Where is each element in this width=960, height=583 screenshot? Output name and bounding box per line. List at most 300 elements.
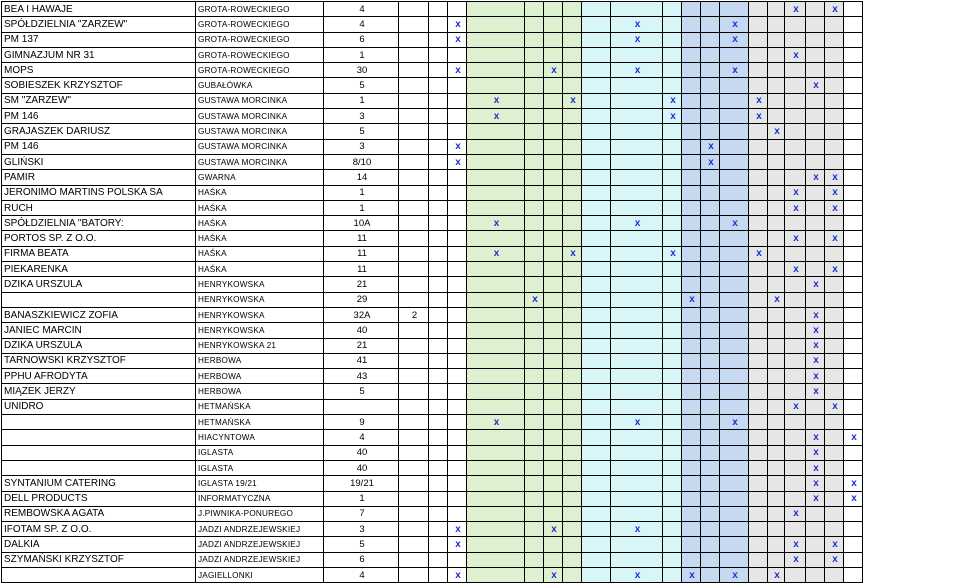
schedule-cell[interactable]: [663, 124, 682, 139]
schedule-cell[interactable]: [682, 307, 701, 322]
schedule-cell[interactable]: [768, 170, 785, 185]
schedule-cell[interactable]: [806, 200, 825, 215]
schedule-cell[interactable]: [749, 552, 768, 567]
schedule-cell[interactable]: [806, 185, 825, 200]
schedule-cell[interactable]: [749, 476, 768, 491]
house-number-cell[interactable]: 11: [324, 231, 399, 246]
schedule-cell[interactable]: [720, 476, 749, 491]
schedule-cell[interactable]: [448, 369, 467, 384]
schedule-cell[interactable]: [785, 277, 806, 292]
schedule-cell[interactable]: [525, 78, 544, 93]
schedule-cell[interactable]: [768, 537, 785, 552]
schedule-cell[interactable]: [806, 17, 825, 32]
schedule-mark[interactable]: x: [611, 32, 663, 47]
schedule-cell[interactable]: [467, 277, 525, 292]
schedule-cell[interactable]: [825, 369, 844, 384]
street-cell[interactable]: J.PIWNIKA-PONUREGO: [196, 506, 324, 521]
street-cell[interactable]: HENRYKOWSKA 21: [196, 338, 324, 353]
schedule-cell[interactable]: [682, 78, 701, 93]
schedule-cell[interactable]: [825, 307, 844, 322]
schedule-cell[interactable]: [544, 307, 563, 322]
schedule-cell[interactable]: [844, 47, 863, 62]
schedule-cell[interactable]: [611, 93, 663, 108]
extra-value-cell[interactable]: [399, 369, 429, 384]
schedule-cell[interactable]: [682, 552, 701, 567]
schedule-cell[interactable]: [544, 124, 563, 139]
client-name-cell[interactable]: SZYMAŃSKI KRZYSZTOF: [2, 552, 196, 567]
schedule-cell[interactable]: [429, 537, 448, 552]
schedule-cell[interactable]: [720, 491, 749, 506]
schedule-cell[interactable]: [701, 292, 720, 307]
schedule-mark[interactable]: x: [663, 93, 682, 108]
schedule-cell[interactable]: [844, 323, 863, 338]
schedule-mark[interactable]: x: [467, 109, 525, 124]
schedule-cell[interactable]: [785, 491, 806, 506]
schedule-cell[interactable]: [563, 491, 582, 506]
schedule-cell[interactable]: [525, 506, 544, 521]
schedule-cell[interactable]: [785, 323, 806, 338]
house-number-cell[interactable]: 4: [324, 430, 399, 445]
house-number-cell[interactable]: 1: [324, 491, 399, 506]
schedule-cell[interactable]: [682, 384, 701, 399]
schedule-cell[interactable]: [582, 185, 611, 200]
schedule-cell[interactable]: [785, 216, 806, 231]
schedule-cell[interactable]: [701, 537, 720, 552]
schedule-cell[interactable]: [844, 522, 863, 537]
extra-value-cell[interactable]: [399, 476, 429, 491]
schedule-cell[interactable]: [582, 216, 611, 231]
schedule-cell[interactable]: [563, 216, 582, 231]
schedule-cell[interactable]: [563, 399, 582, 414]
schedule-cell[interactable]: [701, 109, 720, 124]
schedule-cell[interactable]: [749, 154, 768, 169]
client-name-cell[interactable]: JERONIMO MARTINS POLSKA SA: [2, 185, 196, 200]
schedule-cell[interactable]: [844, 567, 863, 582]
schedule-cell[interactable]: [525, 353, 544, 368]
schedule-cell[interactable]: [768, 338, 785, 353]
schedule-cell[interactable]: [429, 460, 448, 475]
schedule-cell[interactable]: [682, 2, 701, 17]
schedule-mark[interactable]: x: [720, 32, 749, 47]
schedule-cell[interactable]: [611, 399, 663, 414]
schedule-cell[interactable]: [429, 246, 448, 261]
schedule-cell[interactable]: [663, 307, 682, 322]
schedule-cell[interactable]: [720, 460, 749, 475]
extra-value-cell[interactable]: [399, 262, 429, 277]
schedule-cell[interactable]: [825, 460, 844, 475]
schedule-cell[interactable]: [525, 231, 544, 246]
schedule-cell[interactable]: [448, 2, 467, 17]
schedule-cell[interactable]: [582, 384, 611, 399]
schedule-cell[interactable]: [563, 552, 582, 567]
schedule-cell[interactable]: [429, 445, 448, 460]
schedule-cell[interactable]: [749, 185, 768, 200]
schedule-cell[interactable]: [611, 109, 663, 124]
schedule-mark[interactable]: x: [785, 262, 806, 277]
schedule-mark[interactable]: x: [825, 262, 844, 277]
schedule-cell[interactable]: [525, 307, 544, 322]
schedule-cell[interactable]: [663, 338, 682, 353]
client-name-cell[interactable]: SPÓŁDZIELNIA "BATORY:: [2, 216, 196, 231]
client-name-cell[interactable]: JANIEC MARCIN: [2, 323, 196, 338]
schedule-cell[interactable]: [563, 369, 582, 384]
schedule-cell[interactable]: [682, 139, 701, 154]
schedule-cell[interactable]: [525, 262, 544, 277]
client-name-cell[interactable]: PPHU AFRODYTA: [2, 369, 196, 384]
schedule-cell[interactable]: [544, 17, 563, 32]
schedule-cell[interactable]: [663, 415, 682, 430]
schedule-cell[interactable]: [768, 63, 785, 78]
schedule-cell[interactable]: [768, 415, 785, 430]
schedule-cell[interactable]: [701, 415, 720, 430]
schedule-cell[interactable]: [701, 231, 720, 246]
schedule-cell[interactable]: [429, 139, 448, 154]
schedule-cell[interactable]: [682, 109, 701, 124]
schedule-cell[interactable]: [563, 445, 582, 460]
schedule-cell[interactable]: [582, 445, 611, 460]
schedule-cell[interactable]: [582, 353, 611, 368]
schedule-cell[interactable]: [429, 231, 448, 246]
schedule-cell[interactable]: [768, 32, 785, 47]
schedule-cell[interactable]: [448, 323, 467, 338]
schedule-mark[interactable]: x: [825, 537, 844, 552]
house-number-cell[interactable]: 1: [324, 47, 399, 62]
house-number-cell[interactable]: 3: [324, 522, 399, 537]
schedule-cell[interactable]: [785, 338, 806, 353]
schedule-cell[interactable]: [467, 154, 525, 169]
street-cell[interactable]: HAŚKA: [196, 200, 324, 215]
extra-value-cell[interactable]: [399, 124, 429, 139]
schedule-cell[interactable]: [720, 445, 749, 460]
client-name-cell[interactable]: IFOTAM SP. Z O.O.: [2, 522, 196, 537]
schedule-cell[interactable]: [582, 200, 611, 215]
schedule-cell[interactable]: [806, 124, 825, 139]
schedule-cell[interactable]: [768, 246, 785, 261]
schedule-cell[interactable]: [467, 262, 525, 277]
schedule-cell[interactable]: [563, 506, 582, 521]
schedule-cell[interactable]: [825, 491, 844, 506]
schedule-cell[interactable]: [682, 369, 701, 384]
schedule-cell[interactable]: [682, 216, 701, 231]
client-name-cell[interactable]: [2, 292, 196, 307]
house-number-cell[interactable]: 40: [324, 445, 399, 460]
schedule-cell[interactable]: [611, 460, 663, 475]
schedule-cell[interactable]: [525, 399, 544, 414]
house-number-cell[interactable]: 9: [324, 415, 399, 430]
schedule-cell[interactable]: [544, 415, 563, 430]
schedule-cell[interactable]: [701, 246, 720, 261]
extra-value-cell[interactable]: [399, 2, 429, 17]
schedule-cell[interactable]: [663, 292, 682, 307]
schedule-cell[interactable]: [785, 445, 806, 460]
client-name-cell[interactable]: RUCH: [2, 200, 196, 215]
client-name-cell[interactable]: SYNTANIUM CATERING: [2, 476, 196, 491]
schedule-cell[interactable]: [749, 139, 768, 154]
extra-value-cell[interactable]: [399, 200, 429, 215]
schedule-cell[interactable]: [720, 338, 749, 353]
house-number-cell[interactable]: 10A: [324, 216, 399, 231]
schedule-cell[interactable]: [429, 200, 448, 215]
schedule-cell[interactable]: [682, 430, 701, 445]
schedule-cell[interactable]: [544, 246, 563, 261]
schedule-cell[interactable]: [611, 231, 663, 246]
schedule-mark[interactable]: x: [720, 415, 749, 430]
schedule-cell[interactable]: [844, 216, 863, 231]
schedule-mark[interactable]: x: [806, 445, 825, 460]
schedule-cell[interactable]: [749, 353, 768, 368]
house-number-cell[interactable]: 21: [324, 338, 399, 353]
street-cell[interactable]: GROTA-ROWECKIEGO: [196, 2, 324, 17]
house-number-cell[interactable]: 4: [324, 17, 399, 32]
schedule-cell[interactable]: [701, 63, 720, 78]
schedule-cell[interactable]: [525, 139, 544, 154]
client-name-cell[interactable]: SOBIESZEK KRZYSZTOF: [2, 78, 196, 93]
schedule-mark[interactable]: x: [785, 537, 806, 552]
schedule-cell[interactable]: [663, 216, 682, 231]
schedule-mark[interactable]: x: [611, 567, 663, 582]
client-name-cell[interactable]: PM 146: [2, 109, 196, 124]
schedule-cell[interactable]: [825, 216, 844, 231]
schedule-cell[interactable]: [582, 552, 611, 567]
schedule-cell[interactable]: [611, 552, 663, 567]
schedule-cell[interactable]: [785, 17, 806, 32]
schedule-cell[interactable]: [768, 460, 785, 475]
schedule-cell[interactable]: [682, 460, 701, 475]
schedule-cell[interactable]: [749, 384, 768, 399]
street-cell[interactable]: JAGIELLONKI: [196, 567, 324, 582]
house-number-cell[interactable]: 41: [324, 353, 399, 368]
schedule-cell[interactable]: [785, 415, 806, 430]
schedule-cell[interactable]: [448, 200, 467, 215]
street-cell[interactable]: GROTA-ROWECKIEGO: [196, 32, 324, 47]
schedule-cell[interactable]: [563, 415, 582, 430]
schedule-cell[interactable]: [467, 552, 525, 567]
extra-value-cell[interactable]: [399, 292, 429, 307]
schedule-cell[interactable]: [525, 384, 544, 399]
schedule-cell[interactable]: [467, 231, 525, 246]
extra-value-cell[interactable]: [399, 63, 429, 78]
schedule-cell[interactable]: [429, 32, 448, 47]
schedule-cell[interactable]: [844, 200, 863, 215]
schedule-cell[interactable]: [544, 323, 563, 338]
schedule-cell[interactable]: [582, 154, 611, 169]
schedule-cell[interactable]: [429, 307, 448, 322]
schedule-cell[interactable]: [720, 139, 749, 154]
schedule-cell[interactable]: [844, 246, 863, 261]
schedule-mark[interactable]: x: [825, 185, 844, 200]
extra-value-cell[interactable]: [399, 384, 429, 399]
schedule-cell[interactable]: [785, 384, 806, 399]
schedule-mark[interactable]: x: [785, 47, 806, 62]
schedule-cell[interactable]: [768, 384, 785, 399]
schedule-cell[interactable]: [749, 17, 768, 32]
schedule-mark[interactable]: x: [768, 567, 785, 582]
schedule-cell[interactable]: [682, 231, 701, 246]
client-name-cell[interactable]: GIMNAZJUM NR 31: [2, 47, 196, 62]
schedule-cell[interactable]: [749, 231, 768, 246]
schedule-mark[interactable]: x: [768, 124, 785, 139]
schedule-cell[interactable]: [806, 506, 825, 521]
schedule-cell[interactable]: [544, 491, 563, 506]
schedule-cell[interactable]: [806, 216, 825, 231]
schedule-cell[interactable]: [701, 262, 720, 277]
house-number-cell[interactable]: 5: [324, 384, 399, 399]
schedule-cell[interactable]: [544, 292, 563, 307]
street-cell[interactable]: GWARNA: [196, 170, 324, 185]
schedule-cell[interactable]: [663, 63, 682, 78]
schedule-cell[interactable]: [563, 200, 582, 215]
schedule-cell[interactable]: [663, 32, 682, 47]
street-cell[interactable]: HERBOWA: [196, 384, 324, 399]
schedule-cell[interactable]: [682, 93, 701, 108]
schedule-cell[interactable]: [544, 2, 563, 17]
schedule-cell[interactable]: [663, 384, 682, 399]
schedule-cell[interactable]: [525, 445, 544, 460]
schedule-cell[interactable]: [611, 78, 663, 93]
schedule-cell[interactable]: [563, 154, 582, 169]
schedule-cell[interactable]: [563, 338, 582, 353]
schedule-cell[interactable]: [467, 200, 525, 215]
schedule-cell[interactable]: [663, 353, 682, 368]
schedule-mark[interactable]: x: [544, 522, 563, 537]
schedule-cell[interactable]: [544, 78, 563, 93]
schedule-cell[interactable]: [749, 445, 768, 460]
schedule-cell[interactable]: [544, 506, 563, 521]
street-cell[interactable]: HENRYKOWSKA: [196, 323, 324, 338]
schedule-cell[interactable]: [544, 32, 563, 47]
schedule-cell[interactable]: [806, 537, 825, 552]
schedule-cell[interactable]: [467, 63, 525, 78]
schedule-cell[interactable]: [768, 369, 785, 384]
street-cell[interactable]: HIACYNTOWA: [196, 430, 324, 445]
schedule-cell[interactable]: [467, 292, 525, 307]
schedule-cell[interactable]: [825, 323, 844, 338]
schedule-cell[interactable]: [749, 63, 768, 78]
schedule-cell[interactable]: [825, 277, 844, 292]
schedule-mark[interactable]: x: [806, 277, 825, 292]
client-name-cell[interactable]: PIEKARENKA: [2, 262, 196, 277]
schedule-cell[interactable]: [825, 93, 844, 108]
schedule-cell[interactable]: [663, 491, 682, 506]
schedule-cell[interactable]: [611, 277, 663, 292]
schedule-cell[interactable]: [429, 277, 448, 292]
schedule-cell[interactable]: [582, 415, 611, 430]
schedule-cell[interactable]: [525, 2, 544, 17]
schedule-cell[interactable]: [806, 262, 825, 277]
schedule-cell[interactable]: [682, 415, 701, 430]
schedule-cell[interactable]: [429, 2, 448, 17]
extra-value-cell[interactable]: [399, 185, 429, 200]
schedule-cell[interactable]: [701, 78, 720, 93]
schedule-cell[interactable]: [701, 185, 720, 200]
house-number-cell[interactable]: 6: [324, 32, 399, 47]
schedule-cell[interactable]: [582, 323, 611, 338]
street-cell[interactable]: GROTA-ROWECKIEGO: [196, 17, 324, 32]
schedule-cell[interactable]: [701, 399, 720, 414]
schedule-cell[interactable]: [448, 476, 467, 491]
schedule-cell[interactable]: [701, 200, 720, 215]
schedule-cell[interactable]: [429, 216, 448, 231]
schedule-cell[interactable]: [611, 154, 663, 169]
schedule-mark[interactable]: x: [785, 231, 806, 246]
schedule-cell[interactable]: [785, 292, 806, 307]
house-number-cell[interactable]: 7: [324, 506, 399, 521]
client-name-cell[interactable]: GLIŃSKI: [2, 154, 196, 169]
schedule-cell[interactable]: [768, 2, 785, 17]
schedule-cell[interactable]: [682, 522, 701, 537]
schedule-cell[interactable]: [663, 369, 682, 384]
street-cell[interactable]: IGLASTA: [196, 460, 324, 475]
schedule-cell[interactable]: [768, 216, 785, 231]
schedule-mark[interactable]: x: [806, 476, 825, 491]
schedule-cell[interactable]: [720, 170, 749, 185]
schedule-mark[interactable]: x: [448, 567, 467, 582]
schedule-mark[interactable]: x: [806, 384, 825, 399]
house-number-cell[interactable]: [324, 399, 399, 414]
client-name-cell[interactable]: DZIKA URSZULA: [2, 277, 196, 292]
schedule-cell[interactable]: [448, 47, 467, 62]
client-name-cell[interactable]: DELL PRODUCTS: [2, 491, 196, 506]
schedule-cell[interactable]: [749, 124, 768, 139]
street-cell[interactable]: GUSTAWA MORCINKA: [196, 93, 324, 108]
schedule-cell[interactable]: [544, 109, 563, 124]
schedule-cell[interactable]: [663, 78, 682, 93]
schedule-cell[interactable]: [611, 353, 663, 368]
house-number-cell[interactable]: 5: [324, 537, 399, 552]
schedule-cell[interactable]: [682, 124, 701, 139]
schedule-mark[interactable]: x: [720, 63, 749, 78]
client-name-cell[interactable]: FIRMA BEATA: [2, 246, 196, 261]
schedule-cell[interactable]: [663, 154, 682, 169]
schedule-mark[interactable]: x: [448, 139, 467, 154]
schedule-cell[interactable]: [844, 170, 863, 185]
schedule-cell[interactable]: [544, 369, 563, 384]
schedule-cell[interactable]: [768, 552, 785, 567]
house-number-cell[interactable]: 3: [324, 139, 399, 154]
schedule-cell[interactable]: [448, 93, 467, 108]
schedule-cell[interactable]: [467, 32, 525, 47]
schedule-cell[interactable]: [582, 506, 611, 521]
schedule-cell[interactable]: [448, 460, 467, 475]
schedule-cell[interactable]: [544, 139, 563, 154]
schedule-cell[interactable]: [682, 32, 701, 47]
schedule-cell[interactable]: [525, 185, 544, 200]
schedule-cell[interactable]: [701, 338, 720, 353]
schedule-mark[interactable]: x: [844, 476, 863, 491]
schedule-cell[interactable]: [701, 476, 720, 491]
schedule-cell[interactable]: [682, 170, 701, 185]
schedule-cell[interactable]: [663, 476, 682, 491]
schedule-cell[interactable]: [785, 139, 806, 154]
schedule-cell[interactable]: [682, 47, 701, 62]
schedule-cell[interactable]: [720, 185, 749, 200]
schedule-cell[interactable]: [663, 17, 682, 32]
schedule-cell[interactable]: [749, 292, 768, 307]
schedule-cell[interactable]: [663, 185, 682, 200]
schedule-mark[interactable]: x: [682, 567, 701, 582]
schedule-cell[interactable]: [611, 338, 663, 353]
schedule-cell[interactable]: [844, 262, 863, 277]
schedule-cell[interactable]: [806, 522, 825, 537]
schedule-cell[interactable]: [768, 17, 785, 32]
schedule-cell[interactable]: [429, 567, 448, 582]
schedule-cell[interactable]: [582, 32, 611, 47]
schedule-cell[interactable]: [682, 537, 701, 552]
schedule-cell[interactable]: [525, 415, 544, 430]
schedule-cell[interactable]: [563, 139, 582, 154]
client-name-cell[interactable]: [2, 430, 196, 445]
schedule-cell[interactable]: [582, 109, 611, 124]
